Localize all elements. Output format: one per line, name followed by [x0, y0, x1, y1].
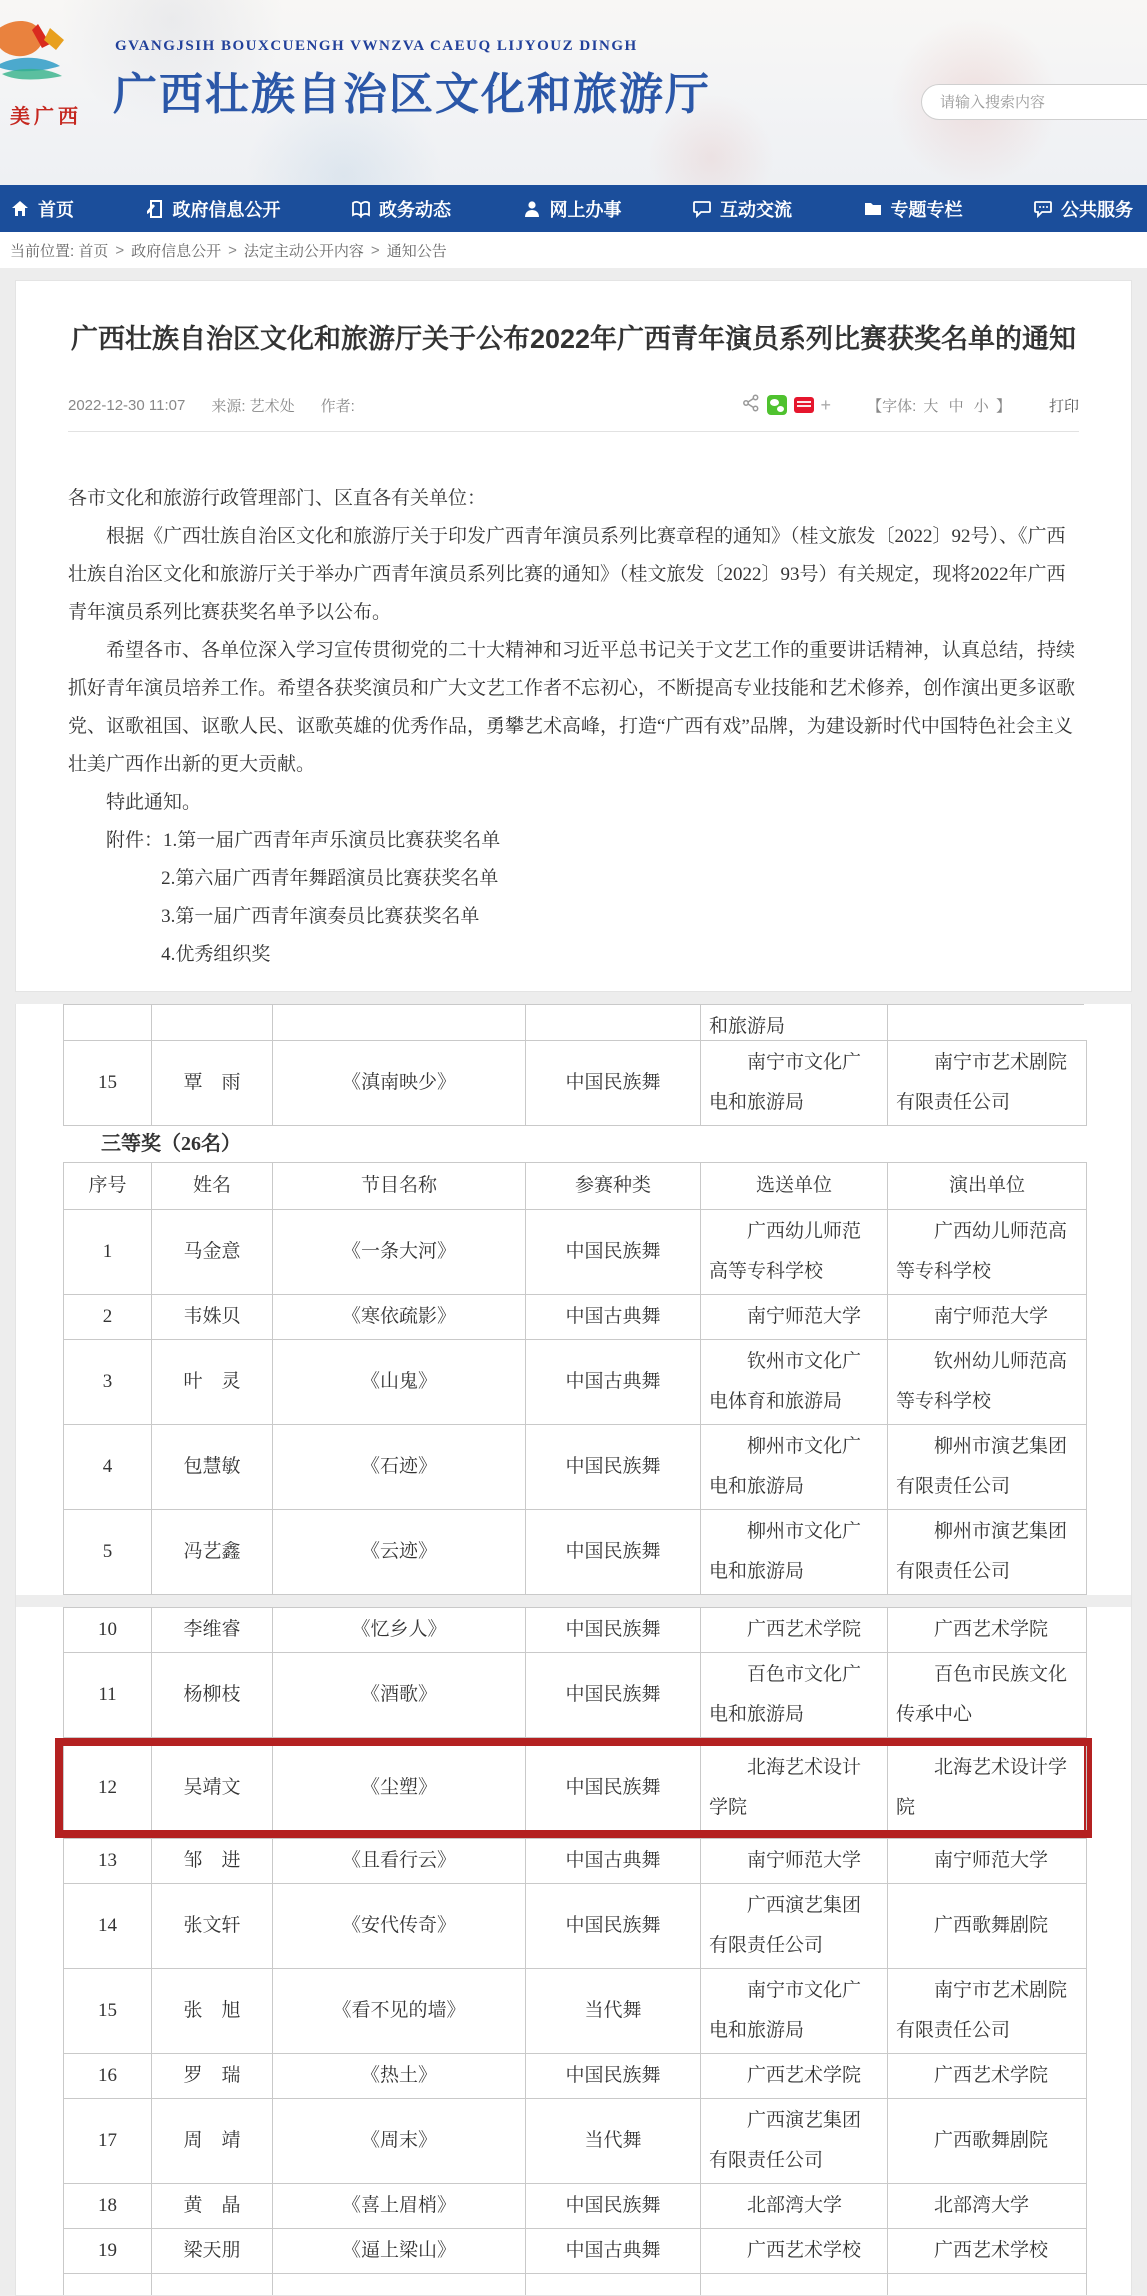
cell-name: 吴靖文: [152, 1746, 273, 1830]
document-icon: [145, 199, 165, 219]
nav-item-label: 网上办事: [550, 196, 622, 222]
cell-performer: 柳州市演艺集团有限责任公司: [888, 1510, 1087, 1595]
cell-category: 中国民族舞: [526, 1041, 701, 1126]
cell-sender: 广西演艺集团有限责任公司: [701, 1884, 888, 1969]
awards-table-third-prize-continued: [63, 1607, 1087, 1738]
article-meta: [68, 393, 1079, 417]
paragraph: 根据《广西壮族自治区文化和旅游厅关于印发广西青年演员系列比赛章程的通知》（桂文旅发〔2022〕92号）、《广西壮族自治区文化和旅游厅关于举办广西青年演员系列比赛的通知》（桂文旅发〔2022〕93号）有关规定，现将2022年广西青年演员系列比赛获奖名单予以公布。: [68, 518, 1079, 632]
cell-category: 中国古典舞: [526, 1839, 701, 1884]
cell-name: 李维睿: [152, 1608, 273, 1653]
more-share-icon[interactable]: +: [821, 396, 832, 414]
table-row: [64, 1005, 1085, 1041]
breadcrumb-item-notices[interactable]: 通知公告: [387, 240, 447, 261]
cell-performer: 百色市民族文化传承中心: [888, 1653, 1087, 1738]
awards-table-partial: [63, 1004, 1084, 1040]
breadcrumb: [0, 232, 1147, 268]
site-title: 广西壮族自治区文化和旅游厅: [113, 58, 711, 122]
cell-name: 黄 晶: [152, 2184, 273, 2229]
title-divider: [68, 431, 1079, 432]
cell-category: 中国民族舞: [526, 2184, 701, 2229]
cell-no: 1: [64, 1210, 152, 1295]
table-row: [64, 1210, 1087, 1295]
awards-table-second-prize-tail: [63, 1040, 1087, 1126]
font-size-large-button[interactable]: 大: [923, 398, 938, 415]
table-row: [64, 1884, 1087, 1969]
cell-category: 中国民族舞: [526, 1746, 701, 1830]
column-header: 节目名称: [273, 1163, 526, 1210]
cell-program: 《周末》: [273, 2099, 526, 2184]
table-row: [64, 2274, 1087, 2296]
attachment-line-2: 2.第六届广西青年舞蹈演员比赛获奖名单: [68, 860, 1079, 898]
cell-category: [526, 1005, 701, 1041]
chat-icon: [1033, 199, 1053, 219]
table-row: [64, 1425, 1087, 1510]
cell-sender: 钦州市文化广电体育和旅游局: [701, 1340, 888, 1425]
article-body: [68, 480, 1079, 974]
cell-sender: 广西艺术学校: [701, 2229, 888, 2274]
cell-sender: 北海艺术设计学院: [701, 1746, 888, 1830]
cell-category: 当代舞: [526, 2099, 701, 2184]
cell-category: 中国古典舞: [526, 2229, 701, 2274]
folder-icon: [863, 199, 883, 219]
cell-name: 张文轩: [152, 1884, 273, 1969]
breadcrumb-separator: >: [371, 242, 380, 259]
cell-program: 《喜上眉梢》: [273, 2184, 526, 2229]
paragraph: 希望各市、各单位深入学习宣传贯彻党的二十大精神和习近平总书记关于文艺工作的重要讲话精神，认真总结，持续抓好青年演员培养工作。希望各获奖演员和广大文艺工作者不忘初心，不断提高专业技能和艺术修养，创作演出更多讴歌党、讴歌祖国、讴歌人民、讴歌英雄的优秀作品，勇攀艺术高峰，打造“广西有戏”品牌，为建设新时代中国特色社会主义壮美广西作出新的更大贡献。: [68, 632, 1079, 784]
cell-category: 中国民族舞: [526, 1210, 701, 1295]
cell-name: [152, 1005, 273, 1041]
column-header: 姓名: [152, 1163, 273, 1210]
book-icon: [351, 199, 371, 219]
table-row: [64, 1041, 1087, 1126]
font-size-small-button[interactable]: 小: [974, 398, 989, 415]
cell-name: 邹 进: [152, 1839, 273, 1884]
cell-no: 11: [64, 1653, 152, 1738]
cell-name: 梁天朋: [152, 2229, 273, 2274]
cell-sender: 百色市文化广电和旅游局: [701, 1653, 888, 1738]
nav-item-label: 公共服务: [1061, 196, 1133, 222]
cell-performer: 柳州市演艺集团有限责任公司: [888, 1425, 1087, 1510]
cell-no: 5: [64, 1510, 152, 1595]
cell-category: 中国古典舞: [526, 1295, 701, 1340]
share-icon[interactable]: [742, 394, 760, 416]
cell-name: 马金意: [152, 1210, 273, 1295]
paragraph: 特此通知。: [68, 784, 1079, 822]
cell-category: 中国民族舞: [526, 2054, 701, 2099]
cell-name: 覃 雨: [152, 1041, 273, 1126]
cell-sender: 柳州市文化广电和旅游局: [701, 1510, 888, 1595]
cell-performer: 广西艺术学校: [888, 2229, 1087, 2274]
breadcrumb-item-home[interactable]: 首页: [78, 240, 108, 261]
stitch-seam: [15, 1595, 1132, 1607]
nav-item-label: 首页: [38, 196, 74, 222]
cell-no: [64, 2274, 152, 2296]
cell-sender: 柳州市文化广电和旅游局: [701, 1425, 888, 1510]
breadcrumb-prefix: 当前位置:: [10, 240, 74, 261]
cell-name: 冯艺鑫: [152, 1510, 273, 1595]
cell-sender: 南宁师范大学: [701, 1295, 888, 1340]
cell-category: 中国民族舞: [526, 1608, 701, 1653]
weibo-share-icon[interactable]: [794, 397, 814, 413]
nav-item-gov-info[interactable]: [141, 196, 285, 222]
cell-program: 《逼上梁山》: [273, 2229, 526, 2274]
cell-performer: 南宁师范大学: [888, 1295, 1087, 1340]
nav-item-special-columns[interactable]: [859, 196, 967, 222]
table-row: [64, 2229, 1087, 2274]
cell-sender: 南宁市文化广电和旅游局: [701, 1969, 888, 2054]
cell-sender: 南宁师范大学: [701, 1839, 888, 1884]
cell-sender: 广西艺术学院: [701, 2054, 888, 2099]
cell-no: [64, 1005, 152, 1041]
column-header: 演出单位: [888, 1163, 1087, 1210]
attachment-line-4: 4.优秀组织奖: [68, 936, 1079, 974]
cell-program: 《安代传奇》: [273, 1884, 526, 1969]
site-logo: [0, 14, 102, 134]
logo-text: 美广西: [10, 100, 82, 129]
cell-name: 包慧敏: [152, 1425, 273, 1510]
cell-name: 周 靖: [152, 2099, 273, 2184]
cell-performer: [888, 1005, 1085, 1041]
cell-sender: 南宁市文化广电和旅游局: [701, 1041, 888, 1126]
cell-program: 《酒歌》: [273, 1653, 526, 1738]
cell-program: 《石迹》: [273, 1425, 526, 1510]
table-row: [64, 1510, 1087, 1595]
cell-program: 《云迹》: [273, 1510, 526, 1595]
cell-performer: 广西歌舞剧院: [888, 1884, 1087, 1969]
cell-category: 中国民族舞: [526, 1884, 701, 1969]
nav-item-label: 专题专栏: [891, 196, 963, 222]
breadcrumb-separator: >: [228, 242, 237, 259]
article-card: [15, 280, 1132, 992]
nav-item-online-service[interactable]: [518, 196, 626, 222]
cell-name: 韦姝贝: [152, 1295, 273, 1340]
cell-sender: 广西幼儿师范高等专科学校: [701, 1210, 888, 1295]
nav-item-label: 政府信息公开: [173, 196, 281, 222]
cell-no: 14: [64, 1884, 152, 1969]
nav-item-home[interactable]: [6, 196, 78, 222]
person-icon: [522, 199, 542, 219]
cell-performer: 广西艺术学院: [888, 2054, 1087, 2099]
font-widget-suffix: 】: [996, 398, 1011, 415]
cell-program: 《滇南映少》: [273, 1041, 526, 1126]
page-seam: [15, 992, 1132, 1004]
cell-category: 当代舞: [526, 1969, 701, 2054]
article-source: 来源: 艺术处: [211, 395, 294, 416]
breadcrumb-item-gov-info[interactable]: 政府信息公开: [131, 240, 221, 261]
article-title: 广西壮族自治区文化和旅游厅关于公布2022年广西青年演员系列比赛获奖名单的通知: [69, 319, 1079, 359]
nav-item-label: 互动交流: [720, 196, 792, 222]
cell-performer: 广西歌舞剧院: [888, 2099, 1087, 2184]
cell-no: 2: [64, 1295, 152, 1340]
cell-performer: 广西幼儿师范高等专科学校: [888, 1210, 1087, 1295]
cell-no: 15: [64, 1041, 152, 1126]
cell-name: 叶 灵: [152, 1340, 273, 1425]
cell-performer: 北海艺术设计学院: [888, 1746, 1087, 1830]
cell-no: 18: [64, 2184, 152, 2229]
cell-performer: 钦州幼儿师范高等专科学校: [888, 1340, 1087, 1425]
highlight-box: [55, 1738, 1092, 1838]
cell-program: 《尘塑》: [273, 1746, 526, 1830]
cell-category: 中国民族舞: [526, 1653, 701, 1738]
cell-name: 杨柳枝: [152, 1653, 273, 1738]
cell-no: 13: [64, 1839, 152, 1884]
cell-sender: 北部湾大学: [701, 2184, 888, 2229]
main-nav: [0, 185, 1147, 232]
cell-no: 17: [64, 2099, 152, 2184]
cell-sender: [701, 2274, 888, 2296]
cell-category: [526, 2274, 701, 2296]
cell-name: [152, 2274, 273, 2296]
cell-no: 10: [64, 1608, 152, 1653]
cell-sender: 和旅游局: [701, 1005, 888, 1041]
cell-program: 《山鬼》: [273, 1340, 526, 1425]
table-row: [64, 1839, 1087, 1884]
awards-table-third-prize: [63, 1162, 1087, 1595]
cell-no: 12: [64, 1746, 152, 1830]
column-header: 选送单位: [701, 1163, 888, 1210]
cell-performer: 南宁师范大学: [888, 1839, 1087, 1884]
table-row: [64, 1295, 1087, 1340]
third-prize-heading: 三等奖（26名）: [63, 1130, 1084, 1158]
cell-no: 16: [64, 2054, 152, 2099]
cell-name: 罗 瑞: [152, 2054, 273, 2099]
table-row: [64, 1746, 1087, 1830]
cell-no: 4: [64, 1425, 152, 1510]
column-header: 序号: [64, 1163, 152, 1210]
cell-category: 中国民族舞: [526, 1425, 701, 1510]
share-cluster: [742, 394, 832, 416]
table-row: [64, 1653, 1087, 1738]
cell-program: [273, 1005, 526, 1041]
cell-program: 《且看行云》: [273, 1839, 526, 1884]
search-input[interactable]: [921, 84, 1147, 120]
cell-program: 《忆乡人》: [273, 1608, 526, 1653]
cell-program: 《热土》: [273, 2054, 526, 2099]
page-body: [0, 268, 1147, 2296]
cell-name: 张 旭: [152, 1969, 273, 2054]
cell-performer: 广西艺术学院: [888, 1608, 1087, 1653]
font-size-widget: [867, 395, 1011, 416]
font-size-medium-button[interactable]: 中: [949, 398, 964, 415]
column-header: 参赛种类: [526, 1163, 701, 1210]
cell-program: 《一条大河》: [273, 1210, 526, 1295]
attachment-line-3: 3.第一届广西青年演奏员比赛获奖名单: [68, 898, 1079, 936]
awards-section: [15, 1004, 1132, 2296]
table-row: [64, 1340, 1087, 1425]
nav-item-interaction[interactable]: [688, 196, 796, 222]
wechat-share-icon[interactable]: [767, 395, 787, 415]
cell-performer: 南宁市艺术剧院有限责任公司: [888, 1041, 1087, 1126]
table-row: [64, 2054, 1087, 2099]
chat-icon: [692, 199, 712, 219]
attachment-line-1: 附件：1.第一届广西青年声乐演员比赛获奖名单: [68, 822, 1079, 860]
table-row: [64, 1608, 1087, 1653]
cell-sender: 广西艺术学院: [701, 1608, 888, 1653]
cell-category: 中国古典舞: [526, 1340, 701, 1425]
cell-category: 中国民族舞: [526, 1510, 701, 1595]
cell-no: 3: [64, 1340, 152, 1425]
print-button[interactable]: 打印: [1049, 395, 1079, 416]
nav-item-news[interactable]: [347, 196, 455, 222]
awards-table-third-prize-rest: [63, 1838, 1087, 2296]
awards-table-highlighted-row: [63, 1746, 1087, 1830]
cell-program: 《寒依疏影》: [273, 1295, 526, 1340]
paragraph: 各市文化和旅游行政管理部门、区直各有关单位：: [68, 480, 1079, 518]
font-widget-prefix: 【字体:: [867, 398, 916, 415]
clipped-row-region: [63, 1004, 1084, 1040]
publish-date: 2022-12-30 11:07: [68, 397, 185, 414]
table-row: [64, 2099, 1087, 2184]
breadcrumb-separator: >: [115, 242, 124, 259]
cell-sender: 广西演艺集团有限责任公司: [701, 2099, 888, 2184]
cell-no: 19: [64, 2229, 152, 2274]
table-header-row: [64, 1163, 1087, 1210]
cell-program: [273, 2274, 526, 2296]
nav-item-public-service[interactable]: [1029, 196, 1137, 222]
table-row: [64, 2184, 1087, 2229]
cell-performer: 南宁市艺术剧院有限责任公司: [888, 1969, 1087, 2054]
home-icon: [10, 199, 30, 219]
cell-performer: 北部湾大学: [888, 2184, 1087, 2229]
table-row: [64, 1969, 1087, 2054]
cell-no: 15: [64, 1969, 152, 2054]
cell-program: 《看不见的墙》: [273, 1969, 526, 2054]
zhuang-title: GVANGJSIH BOUXCUENGH VWNZVA CAEUQ LIJYOUZ DINGH: [115, 38, 638, 55]
site-header: [0, 0, 1147, 185]
nav-item-label: 政务动态: [379, 196, 451, 222]
cell-performer: [888, 2274, 1087, 2296]
breadcrumb-item-legal-disclosure[interactable]: 法定主动公开内容: [244, 240, 364, 261]
article-author: 作者:: [321, 395, 355, 416]
